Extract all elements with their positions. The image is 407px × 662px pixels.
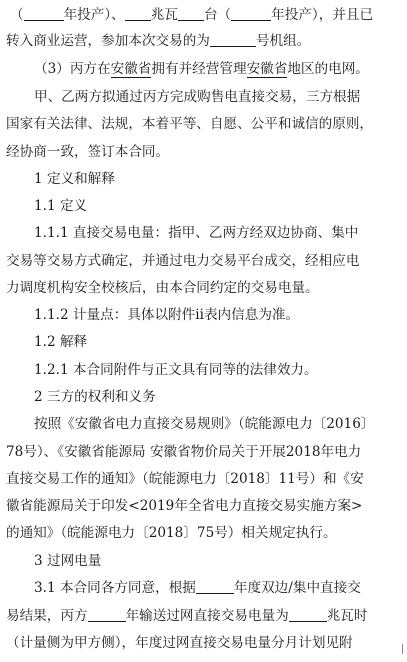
section-heading-2: 2 三方的权利和义务 <box>34 389 156 405</box>
text-line-20: 的通知》（皖能源电力〔2018〕75号）相关规定执行。 <box>6 525 337 541</box>
section-heading-3: 3 过网电量 <box>34 553 102 569</box>
text-line-17: 78号）、《安徽省能源局 安徽省物价局关于开展2018年电力 <box>6 444 362 460</box>
text-line-5: 国家有关法律、法规，本着平等、自愿、公平和诚信的原则， <box>6 116 374 132</box>
underlined-text: 安徽省 <box>246 61 288 77</box>
text-line-4: 甲、乙两方拟通过丙方完成购售电直接交易，三方根据 <box>34 89 361 105</box>
text-line-6: 经协商一致，签订本合同。 <box>6 144 170 160</box>
underlined-text: 安徽省 <box>110 61 152 77</box>
text-line-23: 易结果，丙方 年输送过网直接交易电量为 兆瓦时 <box>6 603 367 629</box>
text-line-18: 直接交易工作的通知》（皖能源电力〔2018〕11号）和《安 <box>6 471 364 487</box>
text-line-3: （3）丙方在安徽省拥有并经营管理安徽省地区的电网。 <box>34 61 369 77</box>
section-heading-1: 1 定义和解释 <box>34 171 115 187</box>
text-line-16: 按照《安徽省电力直接交易规则》（皖能源电力〔2016〕 <box>34 416 375 432</box>
section-heading-1-1: 1.1 定义 <box>34 198 88 214</box>
text-line-14: 1.2.1 本合同附件与正文具有同等的法律效力。 <box>34 362 318 378</box>
text-line-1: （ 年投产）、 兆瓦 台（ 年投产），并且已 <box>10 2 373 28</box>
text-line-9: 1.1.1 直接交易电量：指甲、乙两方经双边协商、集中 <box>34 225 359 241</box>
blank-field <box>24 4 64 21</box>
text-line-11: 力调度机构安全校核后，由本合同约定的交易电量。 <box>6 280 319 296</box>
page-edge-mark <box>402 644 407 654</box>
blank-field <box>289 605 327 622</box>
text-line-19: 徽省能源局关于印发<2019年全省电力直接交易实施方案> <box>6 498 363 514</box>
text-line-2: 转入商业运营，参加本次交易的为 号机组。 <box>6 28 310 54</box>
blank-field <box>210 30 256 47</box>
blank-field <box>231 4 271 21</box>
text-line-24: （计量侧为甲方侧），年度过网直接交易电量分月计划见附 <box>6 635 353 651</box>
blank-field <box>88 605 126 622</box>
section-heading-1-2: 1.2 解释 <box>34 334 88 350</box>
text-line-22: 3.1 本合同各方同意，根据 年度双边/集中直接交 <box>34 575 361 601</box>
blank-field <box>125 4 151 21</box>
text-line-10: 交易等交易方式确定，并通过电力交易平台成交，经相应电 <box>6 253 360 269</box>
blank-field <box>178 4 204 21</box>
blank-field <box>196 577 234 594</box>
text-line-12: 1.1.2 计量点：具体以附件ii表内信息为准。 <box>34 307 300 323</box>
